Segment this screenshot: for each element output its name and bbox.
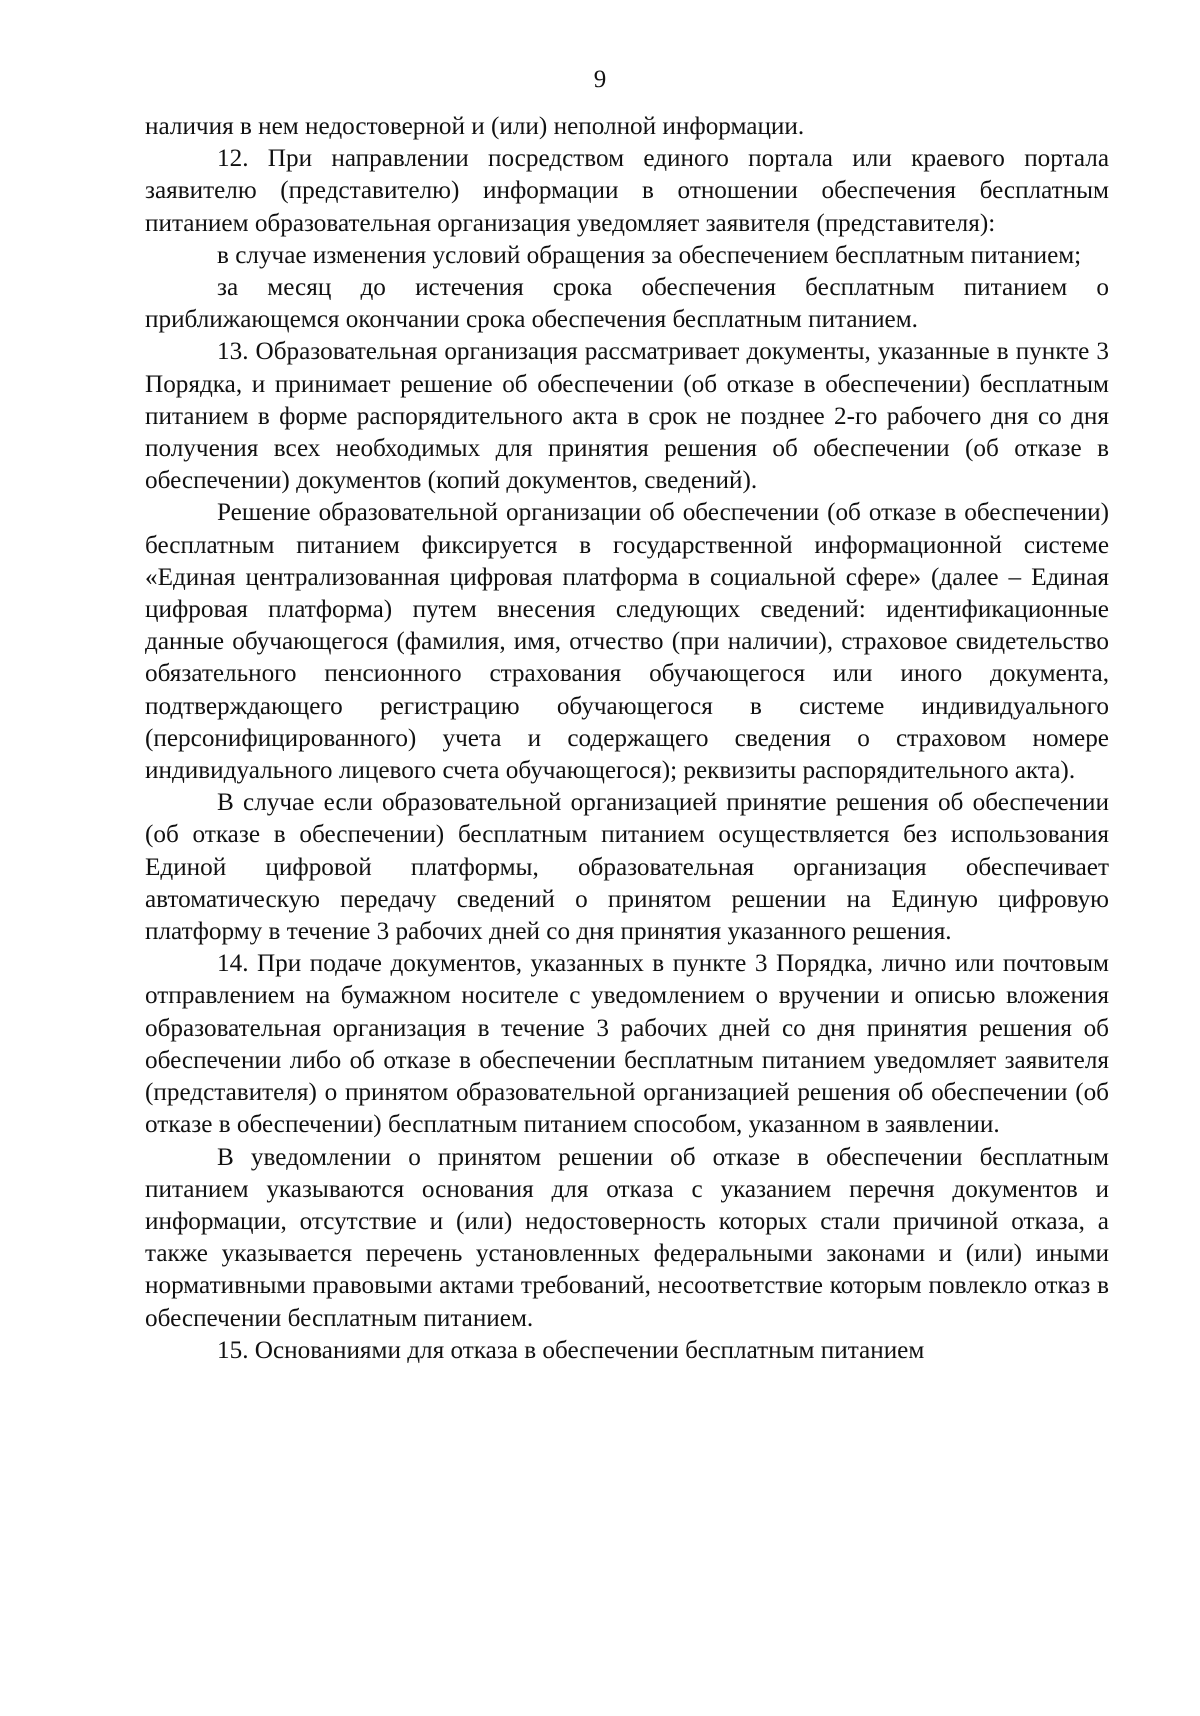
document-body	[145, 111, 1109, 1367]
paragraph-item-12-case-2: за месяц до истечения срока обеспечения бесплатным питанием о приближающемся окончании срока обеспечения бесплатным питанием.	[145, 274, 1109, 334]
paragraph-item-13-decision: Решение образовательной организации об обеспечении (об отказе в обеспечении) бесплатным питанием фиксируется в государственной информационной системе «Единая централизованная цифровая платформа в социальной сфере» (далее – Единая цифровая платформа) путем внесения следующих сведений: идентификационные данные обучающегося (фамилия, имя, отчество (при наличии), страховое свидетельство обязательного пенсионного страхования обучающегося или иного документа, подтверждающего регистрацию обучающегося в системе индивидуального (персонифицированного) учета и содержащего сведения о страховом номере индивидуального лицевого счета обучающегося); реквизиты распорядительного акта).	[145, 499, 1109, 785]
paragraph-item-13: 13. Образовательная организация рассматривает документы, указанные в пункте 3 Порядка, и принимает решение об обеспечении (об отказе в обеспечении) бесплатным питанием в форме распорядительного акта в срок не позднее 2-го рабочего дня со дня получения всех необходимых для принятия решения об обеспечении (об отказе в обеспечении) документов (копий документов, сведений).	[145, 338, 1109, 495]
paragraph-item-12-case-1: в случае изменения условий обращения за обеспечением бесплатным питанием;	[217, 241, 1082, 269]
paragraph-item-14: 14. При подаче документов, указанных в пункте 3 Порядка, лично или почтовым отправлением на бумажном носителе с уведомлением о вручении и описью вложения образовательная организация в течение 3 рабочих дней со дня принятия решения об обеспечении либо об отказе в обеспечении бесплатным питанием уведомляет заявителя (представителя) о принятом образовательной организацией решения об обеспечении (об отказе в обеспечении) бесплатным питанием способом, указанном в заявлении.	[145, 950, 1109, 1139]
paragraph-item-14-notice: В уведомлении о принятом решении об отказе в обеспечении бесплатным питанием указываются основания для отказа с указанием перечня документов и информации, отсутствие и (или) недостоверность которых стали причиной отказа, а также указывается перечень установленных федеральными законами и (или) иными нормативными правовыми актами требований, несоответствие которым повлекло отказ в обеспечении бесплатным питанием.	[145, 1143, 1109, 1332]
paragraph-continuation: наличия в нем недостоверной и (или) неполной информации.	[145, 113, 805, 140]
page-number: 9	[593, 66, 607, 93]
paragraph-item-13-transfer: В случае если образовательной организацией принятие решения об обеспечении (об отказе в обеспечении) бесплатным питанием осуществляется без использования Единой цифровой платформы, образовательная организация обеспечивает автоматическую передачу сведений о принятом решении на Единую цифровую платформу в течение 3 рабочих дней со дня принятия указанного решения.	[145, 789, 1109, 946]
paragraph-item-15: 15. Основаниями для отказа в обеспечении бесплатным питанием	[217, 1336, 925, 1364]
paragraph-item-12: 12. При направлении посредством единого портала или краевого портала заявителю (представителю) информации в отношении обеспечения бесплатным питанием образовательная организация уведомляет заявителя (представителя):	[145, 145, 1109, 237]
